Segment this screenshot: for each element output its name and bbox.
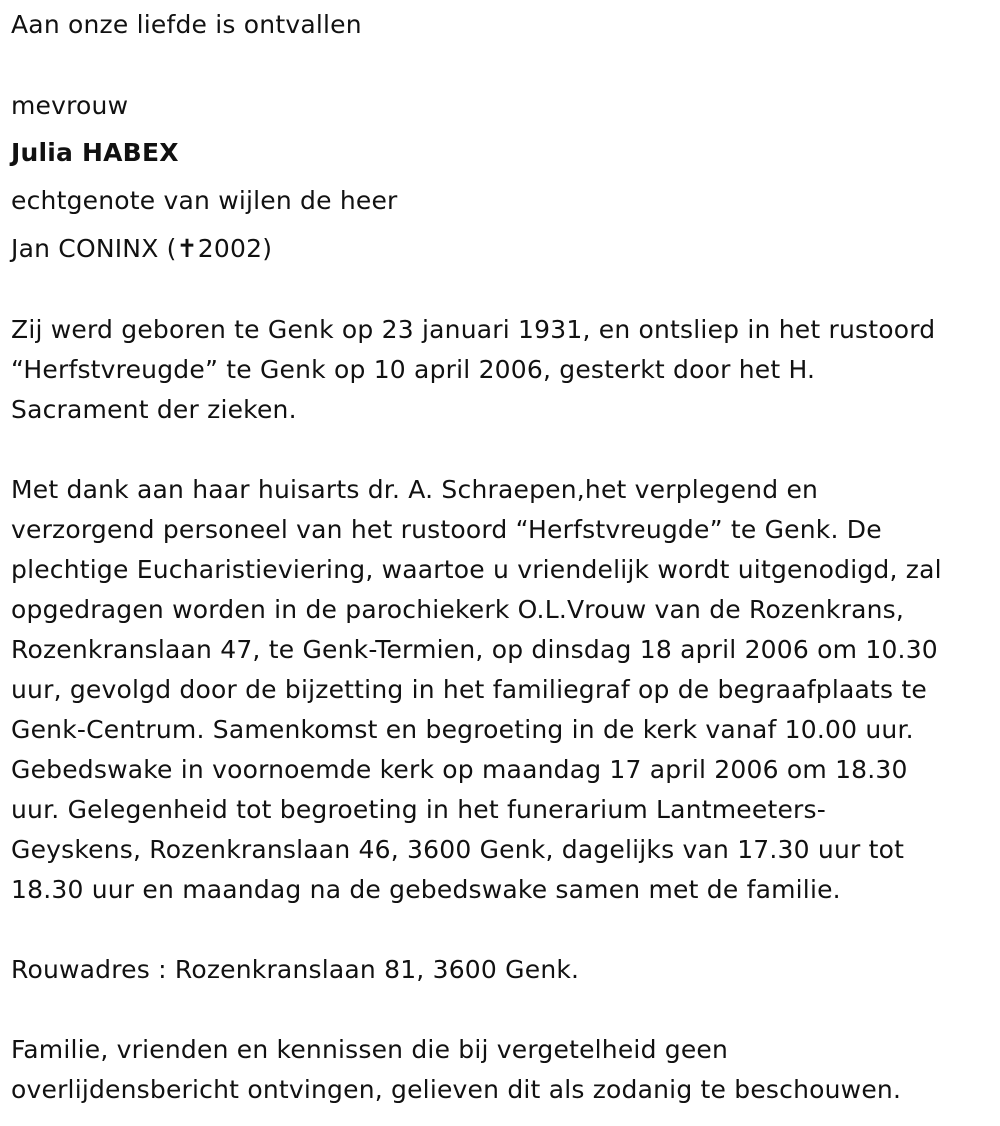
paragraph-line: Genk-Centrum. Samenkomst en begroeting in de kerk vanaf 10.00 uur. <box>11 715 914 744</box>
spouse-intro: echtgenote van wijlen de heer <box>11 186 398 215</box>
deceased-name: Julia HABEX <box>11 138 179 167</box>
honorific: mevrouw <box>11 91 129 120</box>
paragraph-line: Geyskens, Rozenkranslaan 46, 3600 Genk, dagelijks van 17.30 uur tot <box>11 835 905 864</box>
spouse-name: Jan CONINX (✝2002) <box>11 234 273 263</box>
paragraph-line: opgedragen worden in de parochiekerk O.L.Vrouw van de Rozenkrans, <box>11 595 905 624</box>
paragraph-line: overlijdensbericht ontvingen, gelieven dit als zodanig te beschouwen. <box>11 1075 902 1104</box>
paragraph-line: plechtige Eucharistieviering, waartoe u vriendelijk wordt uitgenodigd, zal <box>11 555 942 584</box>
intro-text: Aan onze liefde is ontvallen <box>11 10 362 39</box>
paragraph-line: “Herfstvreugde” te Genk op 10 april 2006, gesterkt door het H. <box>11 355 816 384</box>
paragraph-line: uur, gevolgd door de bijzetting in het familiegraf op de begraafplaats te <box>11 675 927 704</box>
paragraph-line: Rozenkranslaan 47, te Genk-Termien, op dinsdag 18 april 2006 om 10.30 <box>11 635 938 664</box>
paragraph-line: verzorgend personeel van het rustoord “Herfstvreugde” te Genk. De <box>11 515 882 544</box>
paragraph-line: Zij werd geboren te Genk op 23 januari 1931, en ontsliep in het rustoord <box>11 315 936 344</box>
paragraph-line: Sacrament der zieken. <box>11 395 297 424</box>
paragraph-line: Familie, vrienden en kennissen die bij vergetelheid geen <box>11 1035 729 1064</box>
paragraph-line: Gebedswake in voornoemde kerk op maandag 17 april 2006 om 18.30 <box>11 755 908 784</box>
paragraph-line: 18.30 uur en maandag na de gebedswake samen met de familie. <box>11 875 841 904</box>
paragraph-line: uur. Gelegenheid tot begroeting in het funerarium Lantmeeters- <box>11 795 826 824</box>
paragraph-line: Met dank aan haar huisarts dr. A. Schraepen,het verplegend en <box>11 475 819 504</box>
mourning-address: Rouwadres : Rozenkranslaan 81, 3600 Genk. <box>11 955 580 984</box>
